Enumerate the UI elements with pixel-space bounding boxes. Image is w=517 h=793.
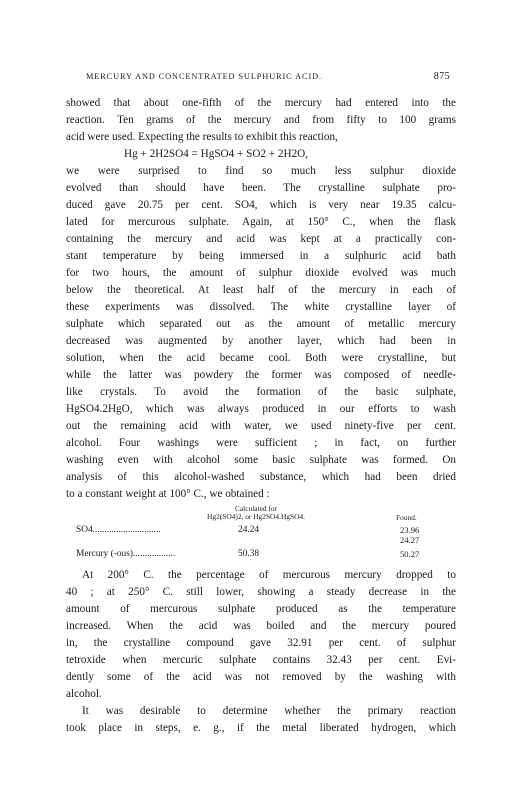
calculated-header-line: Calculated for (234, 504, 278, 513)
text-line: to a constant weight at 100° C., we obtained : (66, 488, 270, 500)
text-line: below the theoretical. At least half of the mercury in each of (66, 284, 456, 296)
text-line: amount of mercurous sulphate produced as the temperature (66, 603, 456, 615)
text-line: washing even with alcohol some basic sulphate was formed. On (66, 454, 456, 466)
text-line: like crystals. To avoid the formation of the basic sulphate, (66, 386, 456, 398)
found-values (400, 525, 419, 545)
text-line: we were surprised to find so much less sulphur dioxide (66, 165, 456, 177)
text-line: solution, when the acid became cool. Both were crystalline, but (66, 352, 456, 364)
analysis-table-header (66, 503, 456, 525)
text-line: while the latter was powdery the former was composed of needle- (66, 369, 456, 381)
row-label: SO4............................. (76, 525, 161, 535)
table-row (66, 549, 456, 567)
text-line: acid were used. Expecting the results to exhibit this reaction, (66, 131, 338, 143)
text-line: duced gave 20.75 per cent. SO4, which is very near 19.35 calcu- (66, 199, 456, 211)
text-line: analysis of this alcohol-washed substance, which had been dried (66, 471, 456, 483)
calculated-column-header (206, 505, 306, 521)
text-line: increased. When the acid was boiled and the mercury poured (66, 620, 456, 632)
text-line: alcohol. Four washings were sufficient ; in fact, on further (66, 437, 456, 449)
row-label: Mercury (-ous).................. (76, 549, 176, 559)
running-title: MERCURY AND CONCENTRATED SULPHURIC ACID. (86, 72, 322, 81)
text-line: showed that about one-fifth of the mercury had entered into the (66, 97, 456, 109)
text-line: in, the crystalline compound gave 32.91 per cent. of sulphur (66, 637, 456, 649)
text-line: tetroxide when mercuric sulphate contains 32.43 per cent. Evi- (66, 654, 456, 666)
text-line: lated for mercurous sulphate. Again, at 150° C., when the flask (66, 216, 456, 228)
found-value: 23.96 (400, 525, 420, 535)
text-line: evolved than should have been. The crystalline sulphate pro- (66, 182, 456, 194)
text-line: out the remaining acid with water, we used ninety-five per cent. (66, 420, 456, 432)
text-line: At 200° C. the percentage of mercurous mercury dropped to (82, 569, 456, 581)
calculated-header-formula: Hg2(SO4)2, or Hg2SO4.HgSO4. (207, 512, 305, 521)
text-line: HgSO4.2HgO, which was always produced in our efforts to wash (66, 403, 456, 415)
text-line: alcohol. (66, 688, 102, 700)
calculated-value: 50.38 (238, 549, 260, 559)
text-line: dently some of the acid was not removed by the washing with (66, 671, 456, 683)
page-number: 875 (433, 71, 450, 82)
chemical-equation: Hg + 2H2SO4 = HgSO4 + SO2 + 2H2O, (124, 148, 309, 160)
text-line: stant temperature by being immersed in a sulphuric acid bath (66, 250, 456, 262)
calculated-value: 24.24 (238, 525, 260, 535)
text-line: containing the mercury and acid was kept at a practically con- (66, 233, 456, 245)
found-column-header: Found. (396, 513, 417, 522)
text-line: for two hours, the amount of sulphur dioxide evolved was much (66, 267, 456, 279)
body-text (66, 95, 456, 737)
table-row (66, 525, 456, 549)
text-line: 40 ; at 250° C. still lower, showing a steady decrease in the (66, 586, 456, 598)
text-line: sulphate which separated out as the amount of metallic mercury (66, 318, 456, 330)
text-line: It was desirable to determine whether the primary reaction (82, 705, 456, 717)
text-line: decreased was augmented by another layer, which had been in (66, 335, 456, 347)
text-line: took place in steps, e. g., if the metal liberated hydrogen, which (66, 722, 456, 734)
found-value: 24.27 (400, 535, 420, 545)
text-line: reaction. Ten grams of the mercury and from fifty to 100 grams (66, 114, 456, 126)
found-values (400, 549, 419, 559)
text-line: these experiments was dissolved. The white crystalline layer of (66, 301, 456, 313)
found-value: 50.27 (400, 549, 420, 559)
running-header (66, 72, 450, 86)
